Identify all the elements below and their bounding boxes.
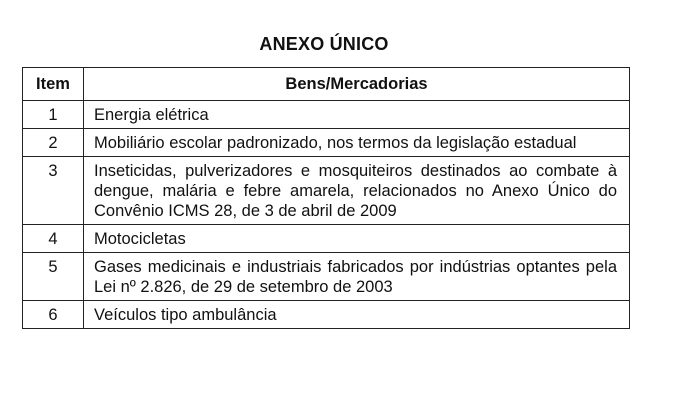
row-item-number: 1 — [23, 101, 84, 129]
row-description: Energia elétrica — [84, 101, 630, 129]
table-row — [23, 301, 630, 329]
table-header-row — [23, 68, 630, 101]
row-item-number: 3 — [23, 157, 84, 225]
document-title: ANEXO ÚNICO — [259, 34, 389, 54]
row-description: Motocicletas — [84, 225, 630, 253]
table-row — [23, 225, 630, 253]
header-item: Item — [23, 68, 84, 101]
header-bens-mercadorias: Bens/Mercadorias — [84, 68, 630, 101]
table-row — [23, 101, 630, 129]
row-description: Veículos tipo ambulância — [84, 301, 630, 329]
table-row — [23, 157, 630, 225]
row-description: Gases medicinais e industriais fabricados por indústrias optantes pela Lei nº 2.826, de 29 de setembro de 2003 — [84, 253, 630, 301]
annex-table — [22, 67, 630, 329]
table-row — [23, 129, 630, 157]
table-row — [23, 253, 630, 301]
row-item-number: 2 — [23, 129, 84, 157]
row-description: Mobiliário escolar padronizado, nos termos da legislação estadual — [84, 129, 630, 157]
row-item-number: 6 — [23, 301, 84, 329]
row-description: Inseticidas, pulverizadores e mosquiteiros destinados ao combate à dengue, malária e febre amarela, relacionados no Anexo Único do Convênio ICMS 28, de 3 de abril de 2009 — [84, 157, 630, 225]
row-item-number: 5 — [23, 253, 84, 301]
row-item-number: 4 — [23, 225, 84, 253]
